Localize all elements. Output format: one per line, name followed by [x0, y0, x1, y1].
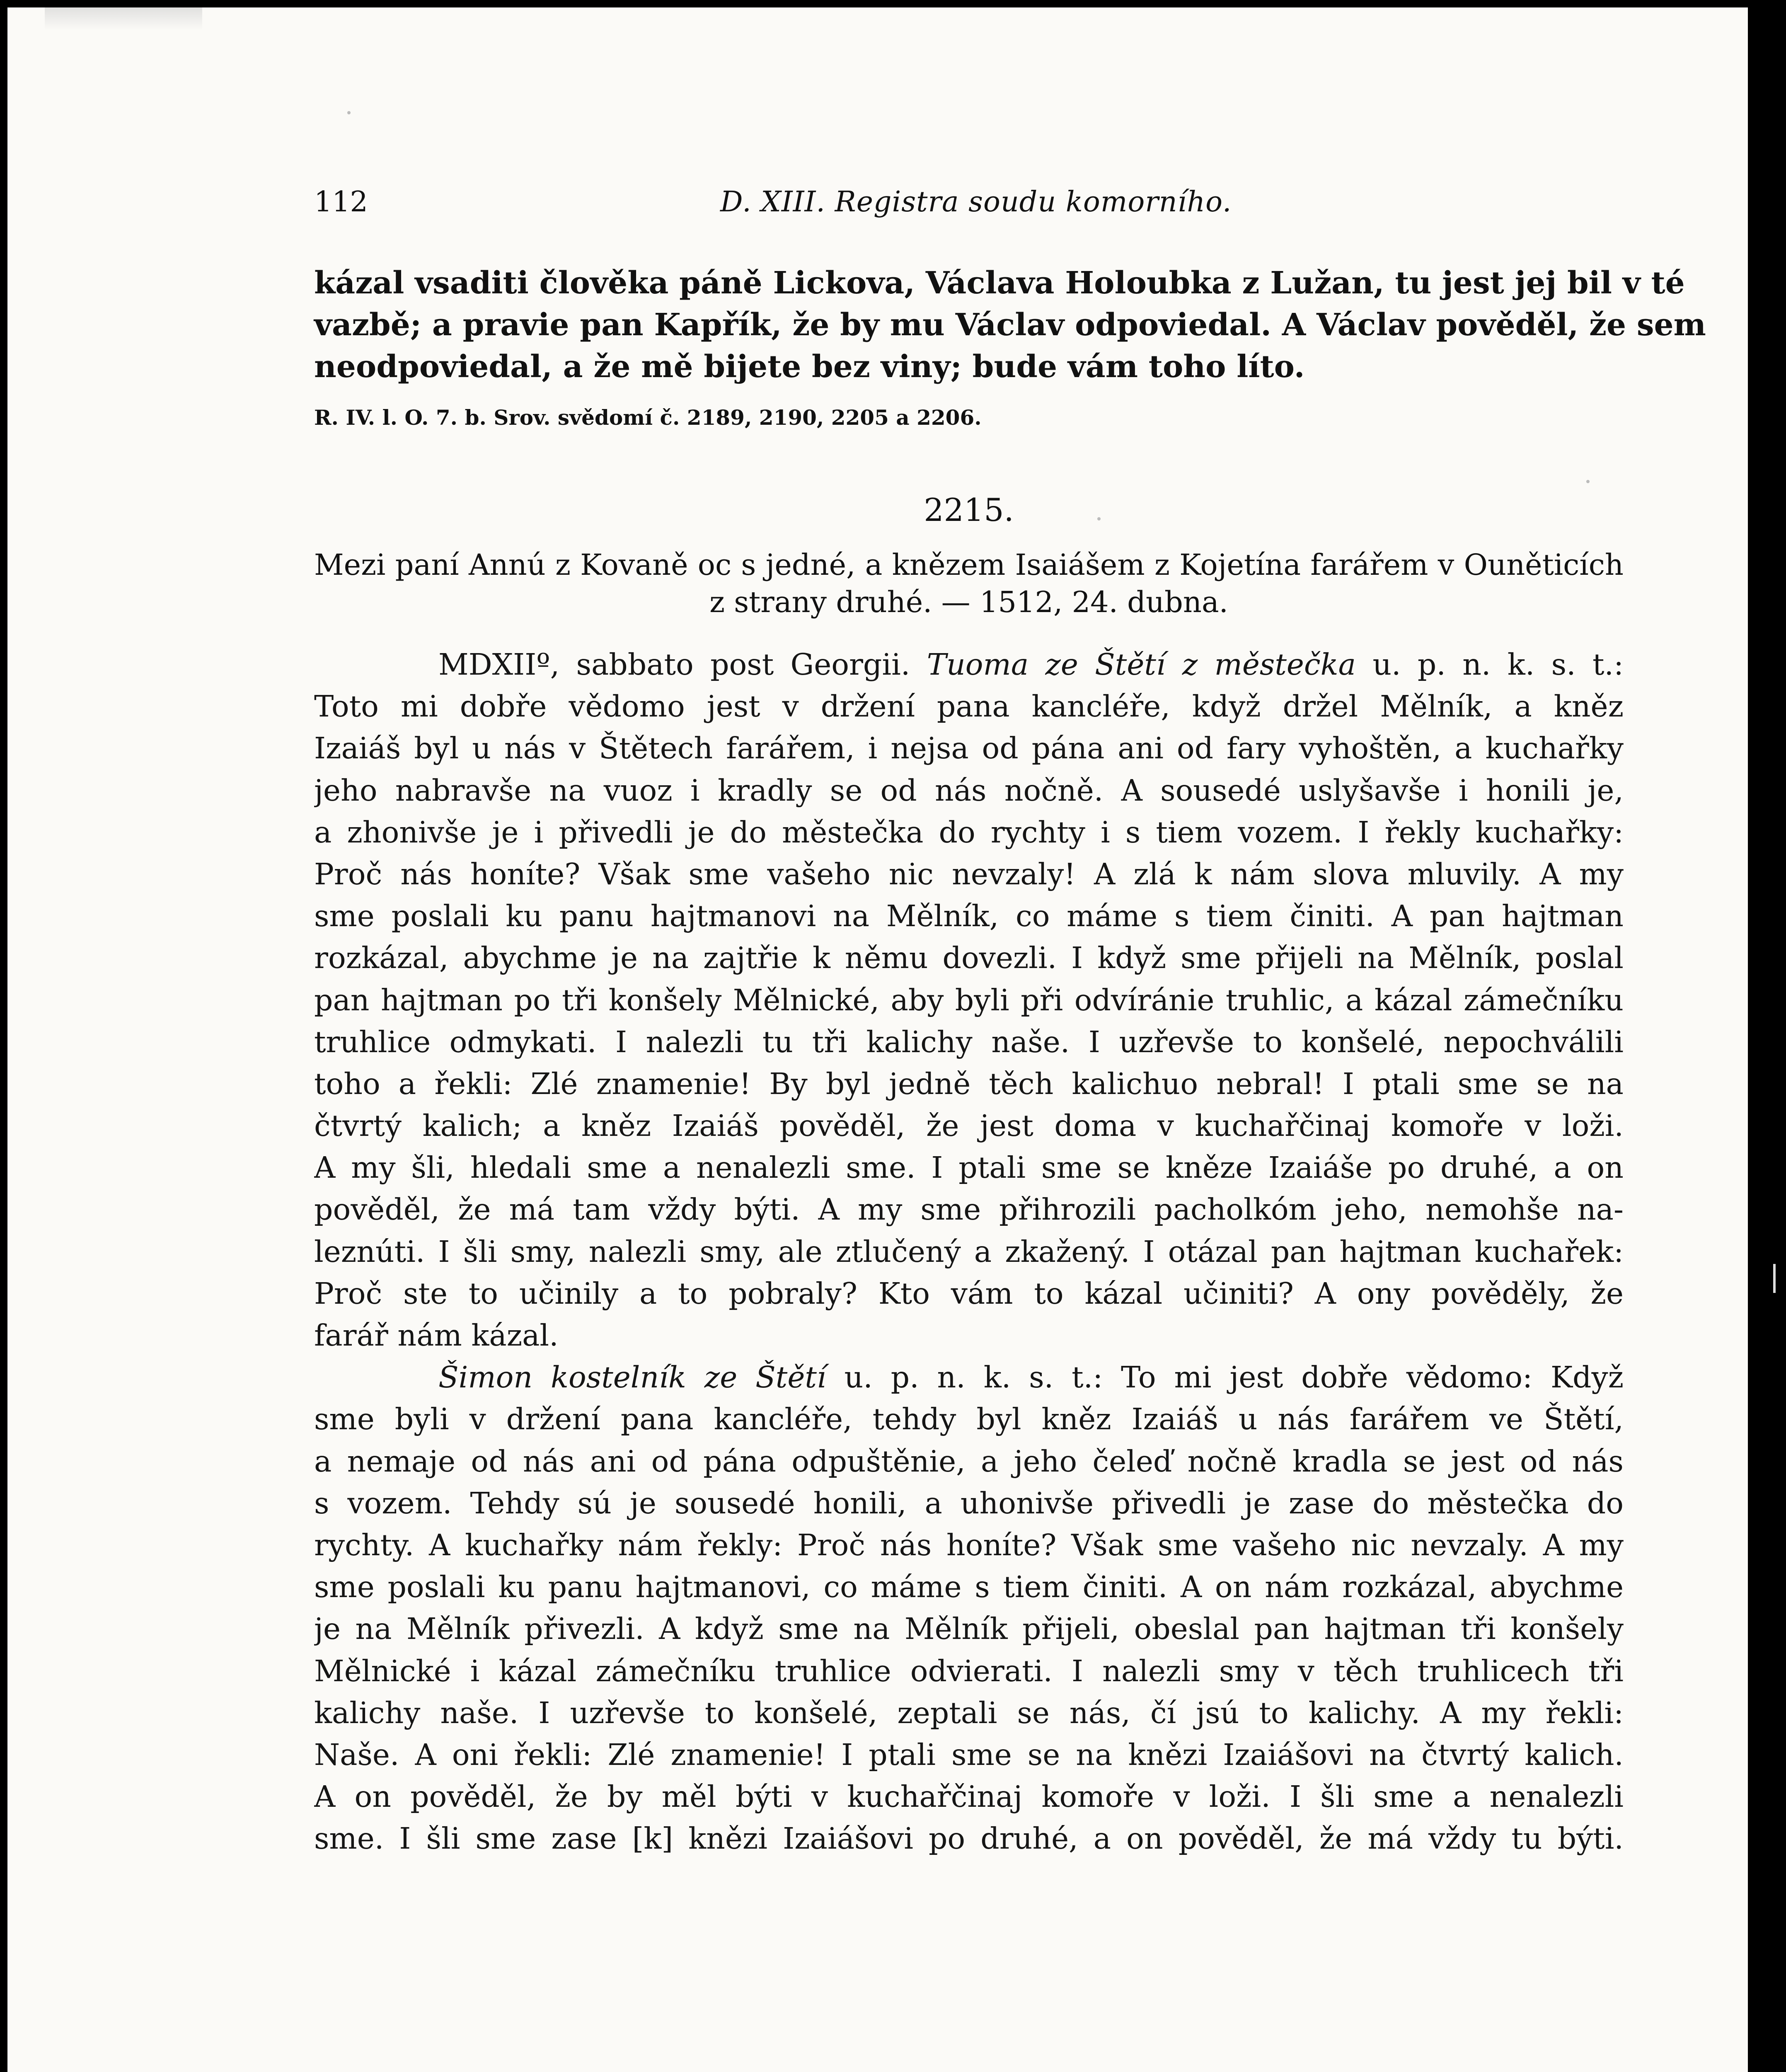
entry-date: MDXIIº, sabbato post Georgii. [438, 647, 910, 682]
text-line: čtvrtý kalich; a kněz Izaiáš pověděl, že jest doma v kuchařčinaj komoře v loži. [314, 1109, 1624, 1143]
text-line: sme. I šli sme zase [k] knězi Izaiášovi po druhé, a on pověděl, že má vždy tu býti. [314, 1821, 1624, 1856]
text-line: Toto mi dobře vědomo jest v držení pana kancléře, když držel Mělník, a kněz [314, 689, 1624, 724]
scan-speck [1097, 517, 1101, 520]
text-line: Proč ste to učinily a to pobraly? Kto vám to kázal učiniti? A ony pověděly, že [314, 1276, 1624, 1311]
text-line: sme poslali ku panu hajtmanovi, co máme s tiem činiti. A on nám rozkázal, abychme [314, 1570, 1624, 1605]
text-line: rychty. A kuchařky nám řekly: Proč nás honíte? Však sme vašeho nic nevzaly. A my [314, 1527, 1624, 1562]
text-line: s vozem. Tehdy sú je sousedé honili, a uhonivše přivedli je zase do městečka do [314, 1486, 1624, 1520]
text-line: a nemaje od nás ani od pána odpuštěnie, a jeho čeleď nočně kradla se jest od nás [314, 1444, 1624, 1479]
text-line: Naše. A oni řekli: Zlé znamenie! I ptali sme se na knězi Izaiášovi na čtvrtý kalich. [314, 1737, 1624, 1772]
page-number: 112 [314, 186, 368, 218]
entry-title [314, 546, 1624, 621]
scan-edge-mark [1773, 1264, 1776, 1293]
scan-speck [347, 111, 351, 114]
text-line: sme byli v držení pana kancléře, tehdy byl kněz Izaiáš u nás farářem ve Štětí, [314, 1402, 1624, 1437]
lead-rest: u. p. n. k. s. t.: To mi jest dobře vědomo: Když [844, 1360, 1624, 1395]
witness-name: Šimon kostelník ze Štětí [438, 1360, 826, 1395]
text-line: Izaiáš byl u nás v Štětech farářem, i nejsa od pána ani od fary vyhoštěn, a kuchařky [314, 731, 1624, 766]
text-line: vazbě; a pravie pan Kapřík, že by mu Václav odpoviedal. A Václav pověděl, že sem [314, 307, 1706, 343]
text-line: farář nám kázal. [314, 1318, 559, 1353]
text-line: a zhonivše je i přivedli je do městečka do rychty i s tiem vozem. I řekly kuchařky: [314, 815, 1624, 850]
source-note: R. IV. l. O. 7. b. Srov. svědomí č. 2189, 2190, 2205 a 2206. [314, 405, 982, 430]
witness-name: Tuoma ze Štětí z městečka [927, 647, 1356, 682]
scan-speck [1586, 480, 1590, 483]
text-line: truhlice odmykati. I nalezli tu tři kalichy naše. I uzřevše to konšelé, nepochválili [314, 1024, 1624, 1059]
text-line: A my šli, hledali sme a nenalezli sme. I ptali sme se kněze Izaiáše po druhé, a on [314, 1150, 1624, 1185]
text-line: A on pověděl, že by měl býti v kuchařčinaj komoře v loži. I šli sme a nenalezli [314, 1779, 1624, 1814]
text-line: jeho nabravše na vuoz i kradly se od nás nočně. A sousedé uslyšavše i honili je, [314, 773, 1624, 808]
book-page [7, 7, 1748, 2072]
text-line: kalichy naše. I uzřevše to konšelé, zeptali se nás, čí jsú to kalichy. A my řekli: [314, 1695, 1624, 1730]
text-line: toho a řekli: Zlé znamenie! By byl jedně těch kalichuo nebral! I ptali sme se na [314, 1066, 1624, 1101]
text-line: Mělnické i kázal zámečníku truhlice odvierati. I nalezli smy v těch truhlicech tři [314, 1653, 1624, 1688]
page-header [314, 186, 1624, 227]
previous-entry-text [314, 262, 1706, 388]
text-line: Proč nás honíte? Však sme vašeho nic nevzaly! A zlá k nám slova mluvily. A my [314, 857, 1624, 891]
paragraph-lead-line [314, 644, 1624, 685]
lead-rest: u. p. n. k. s. t.: [1372, 647, 1624, 682]
text-line: neodpoviedal, a že mě bijete bez viny; bude vám toho líto. [314, 349, 1305, 385]
text-line: je na Mělník přivezli. A když sme na Mělník přijeli, obeslal pan hajtman tři konšely [314, 1612, 1624, 1646]
text-line: kázal vsaditi člověka páně Lickova, Václava Holoubka z Lužan, tu jest jej bil v té [314, 265, 1685, 301]
scan-artifact [45, 7, 202, 30]
paragraph-lead-line [314, 1356, 1624, 1398]
text-line: pan hajtman po tři konšely Mělnické, aby byli při odvíránie truhlic, a kázal zámečníku [314, 983, 1624, 1017]
entry-title-line: Mezi paní Annú z Kovaně oc s jedné, a knězem Isaiášem z Kojetína farářem v Ouněticích [314, 548, 1624, 582]
text-line: rozkázal, abychme je na zajtřie k němu dovezli. I když sme přijeli na Mělník, poslal [314, 941, 1624, 975]
text-line: leznúti. I šli smy, nalezli smy, ale ztlučený a zkažený. I otázal pan hajtman kuchařek: [314, 1234, 1624, 1269]
entry-number: 2215. [924, 491, 1014, 528]
text-line: pověděl, že má tam vždy býti. A my sme přihrozili pacholkóm jeho, nemohše na- [314, 1192, 1624, 1227]
running-head: D. XIII. Registra soudu komorního. [720, 186, 1232, 218]
entry-body [314, 644, 1624, 1859]
text-line: sme poslali ku panu hajtmanovi na Mělník, co máme s tiem činiti. A pan hajtman [314, 899, 1624, 934]
entry-title-line: z strany druhé. — 1512, 24. dubna. [709, 585, 1228, 619]
